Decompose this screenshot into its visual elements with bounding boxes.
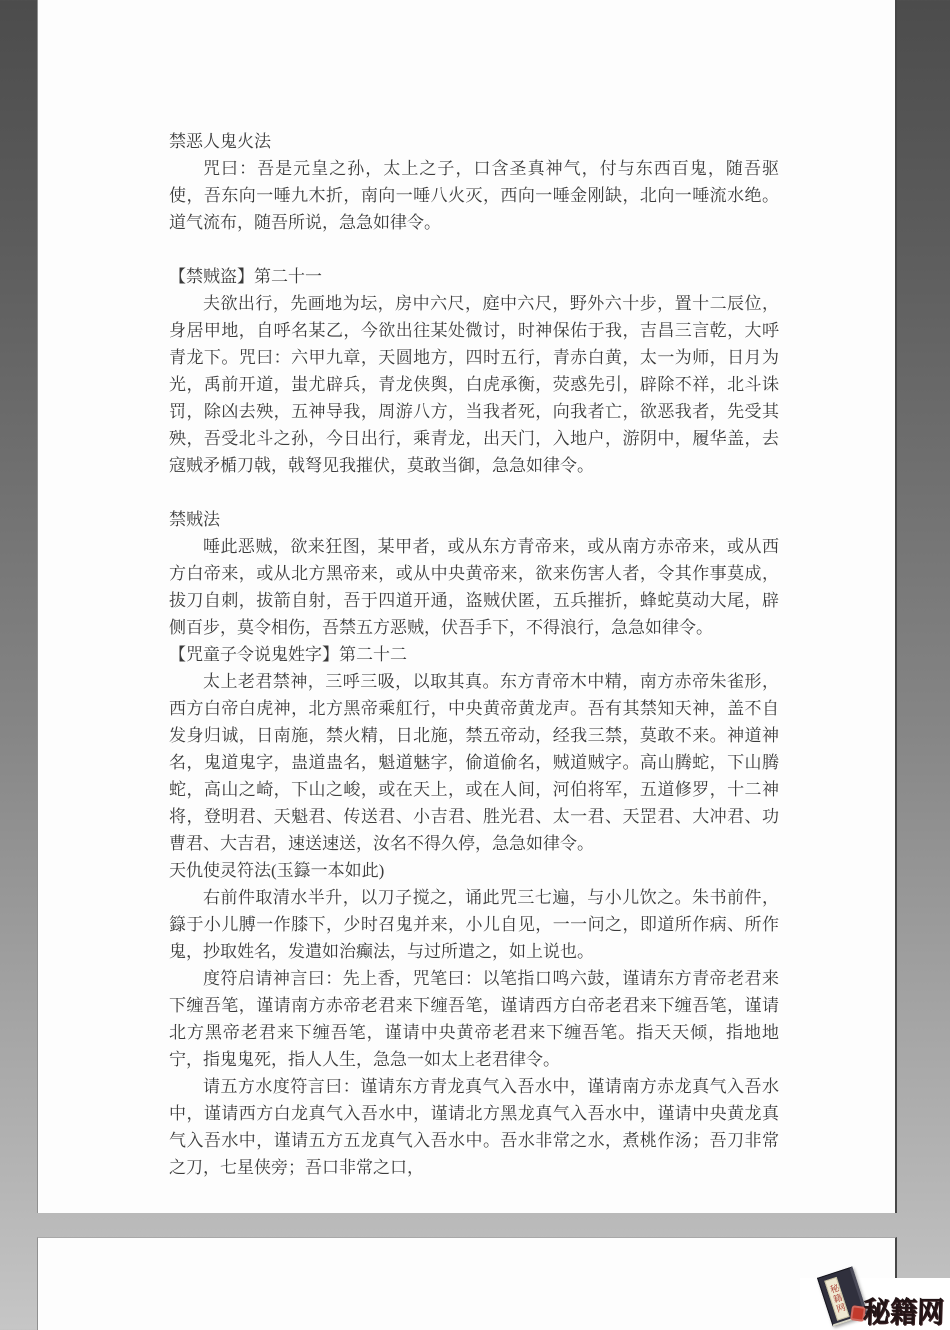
watermark-site-name: 秘籍网: [862, 1296, 945, 1329]
paragraph-incantation-1: 咒曰：吾是元皇之孙，太上之子，口含圣真神气，付与东西百鬼，随吾驱使，吾东向一唾九木折，南向一唾八火灭，西向一唾金刚缺，北向一唾流水绝。道气流布，随吾所说，急急如律令。: [169, 159, 779, 232]
section-title-tianchou-lingfu-fa: 天仇使灵符法(玉籙一本如此): [169, 861, 385, 880]
section-title-jin-zei-fa: 禁贼法: [169, 510, 220, 529]
paragraph-chapter-22: 太上老君禁神，三呼三吸，以取其真。东方青帝木中精，南方赤帝朱雀形，西方白帝白虎神，北方黑帝乘舡行，中央黄帝黄龙声。吾有其禁知天神，盖不自发身归诚，日南施，禁火精，日北施，禁五帝动，经我三禁，莫敢不来。神道神名，鬼道鬼字，蛊道蛊名，魁道魅字，偷道偷名，贼道贼字。高山腾蛇，下山腾蛇，高山之崎，下山之峻，或在天上，或在人间，河伯将军，五道修罗，十二神将，登明君、天魁君、传送君、小吉君、胜光君、太一君、天罡君、大冲君、功曹君、大吉君，速送速送，汝名不得久停，急急如律令。: [169, 672, 779, 853]
document-page-1: [37, 0, 897, 1213]
document-page-2: [37, 1237, 897, 1330]
chapter-header-21: 【禁贼盗】第二十一: [169, 267, 322, 286]
paragraph-jin-zei-fa: 唾此恶贼，欲来狂图，某甲者，或从东方青帝来，或从南方赤帝来，或从西方白帝来，或从北方黑帝来，或从中央黄帝来，欲来伤害人者，令其作事莫成，拔刀自刺，拔箭自射，吾于四道开通，盗贼伏匿，五兵摧折，蜂蛇莫动大尾，辟侧百步，莫令相伤，吾禁五方恶贼，伏吾手下，不得浪行，急急如律令。: [169, 537, 779, 637]
watermark-book-label: 秘籍网: [824, 1277, 849, 1321]
chapter-header-22: 【咒童子令说鬼姓字】第二十二: [169, 645, 407, 664]
page-text-block: [169, 128, 779, 1181]
paragraph-wufang-water-invocation: 请五方水度符言曰：谨请东方青龙真气入吾水中，谨请南方赤龙真气入吾水中，谨请西方白龙真气入吾水中，谨请北方黑龙真气入吾水中，谨请中央黄龙真气入吾水中，谨请五方五龙真气入吾水中。吾水非常之水，煮桃作汤；吾刀非常之刀，七星侠旁；吾口非常之口，: [169, 1077, 779, 1177]
paragraph-dufu-invocation: 度符启请神言曰：先上香，咒笔曰：以笔指口鸣六鼓，谨请东方青帝老君来下缠吾笔，谨请南方赤帝老君来下缠吾笔，谨请西方白帝老君来下缠吾笔，谨请北方黑帝老君来下缠吾笔，谨请中央黄帝老君来下缠吾笔。指天天倾，指地地宁，指鬼鬼死，指人人生，急急一如太上老君律令。: [169, 969, 779, 1069]
section-title-jin-eren-guihuo-fa: 禁恶人鬼火法: [169, 132, 271, 151]
paragraph-lingfu-instructions: 右前件取清水半升，以刀子搅之，诵此咒三七遍，与小儿饮之。朱书前件，籙于小儿膊一作膝下，少时召鬼并来，小儿自见，一一问之，即道所作病、所作鬼，抄取姓名，发遣如治癫法，与过所遣之，如上说也。: [169, 888, 779, 961]
paragraph-chapter-21: 夫欲出行，先画地为坛，房中六尺，庭中六尺，野外六十步，置十二辰位，身居甲地，自呼名某乙，今欲出往某处微讨，时神保佑于我，吉昌三言乾，大呼青龙下。咒曰：六甲九章，天圆地方，四时五行，青赤白黄，太一为师，日月为光，禹前开道，蚩尤辟兵，青龙侠舆，白虎承衡，荧惑先引，辟除不祥，北斗诛罚，除凶去殃，五神导我，周游八方，当我者死，向我者亡，欲恶我者，先受其殃，吾受北斗之孙，今日出行，乘青龙，出天门，入地户，游阴中，履华盖，去寇贼矛楯刀戟，戟弩见我摧伏，莫敢当御，急急如律令。: [169, 294, 779, 475]
